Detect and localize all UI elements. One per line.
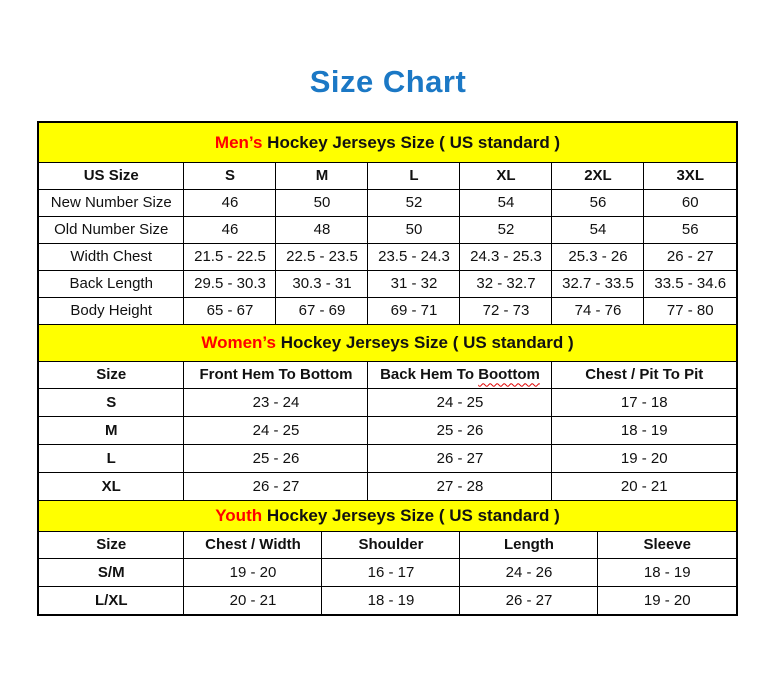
womens-banner-text: Hockey Jerseys Size ( US standard ) [275, 333, 574, 352]
value-cell: 50 [368, 216, 460, 243]
womens-banner-highlight: Women’s [201, 333, 276, 352]
column-header: Chest / Pit To Pit [552, 362, 736, 388]
column-header: 2XL [552, 163, 644, 189]
column-header: US Size [39, 163, 184, 189]
value-cell: 23 - 24 [184, 388, 368, 416]
value-cell: 56 [644, 216, 736, 243]
row-label-cell: XL [39, 472, 184, 500]
table-row [39, 444, 736, 472]
row-label-cell: L/XL [39, 586, 184, 614]
value-cell: 18 - 19 [322, 586, 460, 614]
misspelled-word: Boottom [478, 366, 540, 384]
value-cell: 27 - 28 [368, 472, 552, 500]
value-cell: 19 - 20 [552, 444, 736, 472]
page-title: Size Chart [309, 64, 467, 99]
mens-banner-text: Hockey Jerseys Size ( US standard ) [262, 132, 561, 152]
value-cell: 17 - 18 [552, 388, 736, 416]
value-cell: 60 [644, 189, 736, 216]
size-table-section-womens [39, 324, 736, 500]
row-label-cell: L [39, 444, 184, 472]
value-cell: 50 [276, 189, 368, 216]
value-cell: 54 [552, 216, 644, 243]
value-cell: 32.7 - 33.5 [552, 270, 644, 297]
column-header: 3XL [644, 163, 736, 189]
mens-banner-highlight: Men’s [214, 132, 263, 152]
column-header: Size [39, 362, 184, 388]
value-cell: 24 - 25 [184, 416, 368, 444]
value-cell: 77 - 80 [644, 297, 736, 324]
table-row [39, 216, 736, 243]
value-cell: 31 - 32 [368, 270, 460, 297]
value-cell: 48 [276, 216, 368, 243]
value-cell: 65 - 67 [184, 297, 276, 324]
row-label-cell: Width Chest [39, 243, 184, 270]
value-cell: 22.5 - 23.5 [276, 243, 368, 270]
value-cell: 56 [552, 189, 644, 216]
value-cell: 24.3 - 25.3 [460, 243, 552, 270]
value-cell: 46 [184, 189, 276, 216]
table-row [39, 416, 736, 444]
youth-size-table [39, 532, 736, 614]
value-cell: 24 - 26 [460, 558, 598, 586]
value-cell: 19 - 20 [598, 586, 736, 614]
value-cell: 23.5 - 24.3 [368, 243, 460, 270]
value-cell: 67 - 69 [276, 297, 368, 324]
value-cell: 21.5 - 22.5 [184, 243, 276, 270]
column-header: Sleeve [598, 532, 736, 558]
column-header: Size [39, 532, 184, 558]
table-row [39, 243, 736, 270]
value-cell: 52 [368, 189, 460, 216]
mens-size-table [39, 163, 736, 324]
column-header: XL [460, 163, 552, 189]
table-row [39, 189, 736, 216]
womens-banner [39, 324, 736, 362]
column-header: Front Hem To Bottom [184, 362, 368, 388]
column-header: S [184, 163, 276, 189]
value-cell: 24 - 25 [368, 388, 552, 416]
womens-size-table [39, 362, 736, 500]
row-label-cell: S [39, 388, 184, 416]
header-row [39, 362, 736, 388]
value-cell: 54 [460, 189, 552, 216]
youth-banner-text: Hockey Jerseys Size ( US standard ) [262, 506, 560, 525]
row-label-cell: M [39, 416, 184, 444]
value-cell: 52 [460, 216, 552, 243]
youth-banner [39, 500, 736, 532]
value-cell: 25.3 - 26 [552, 243, 644, 270]
value-cell: 19 - 20 [184, 558, 322, 586]
column-header: Back Hem To Boottom [368, 362, 552, 388]
value-cell: 18 - 19 [552, 416, 736, 444]
value-cell: 26 - 27 [644, 243, 736, 270]
value-cell: 25 - 26 [368, 416, 552, 444]
size-table-section-mens [39, 123, 736, 324]
mens-banner [39, 123, 736, 163]
value-cell: 26 - 27 [368, 444, 552, 472]
value-cell: 69 - 71 [368, 297, 460, 324]
table-row [39, 586, 736, 614]
row-label-cell: Old Number Size [39, 216, 184, 243]
value-cell: 26 - 27 [460, 586, 598, 614]
size-table-section-youth [39, 500, 736, 614]
row-label-cell: Back Length [39, 270, 184, 297]
table-row [39, 270, 736, 297]
row-label-cell: Body Height [39, 297, 184, 324]
value-cell: 33.5 - 34.6 [644, 270, 736, 297]
value-cell: 29.5 - 30.3 [184, 270, 276, 297]
table-row [39, 388, 736, 416]
value-cell: 32 - 32.7 [460, 270, 552, 297]
value-cell: 20 - 21 [184, 586, 322, 614]
value-cell: 72 - 73 [460, 297, 552, 324]
value-cell: 74 - 76 [552, 297, 644, 324]
value-cell: 30.3 - 31 [276, 270, 368, 297]
header-row [39, 532, 736, 558]
table-row [39, 297, 736, 324]
table-row [39, 472, 736, 500]
youth-banner-highlight: Youth [215, 506, 263, 525]
value-cell: 25 - 26 [184, 444, 368, 472]
column-header: Shoulder [322, 532, 460, 558]
table-row [39, 558, 736, 586]
column-header: L [368, 163, 460, 189]
column-header: Length [460, 532, 598, 558]
column-header: M [276, 163, 368, 189]
column-header: Chest / Width [184, 532, 322, 558]
value-cell: 26 - 27 [184, 472, 368, 500]
value-cell: 20 - 21 [552, 472, 736, 500]
header-row [39, 163, 736, 189]
value-cell: 18 - 19 [598, 558, 736, 586]
row-label-cell: New Number Size [39, 189, 184, 216]
row-label-cell: S/M [39, 558, 184, 586]
value-cell: 16 - 17 [322, 558, 460, 586]
size-chart-tables [37, 121, 738, 616]
value-cell: 46 [184, 216, 276, 243]
